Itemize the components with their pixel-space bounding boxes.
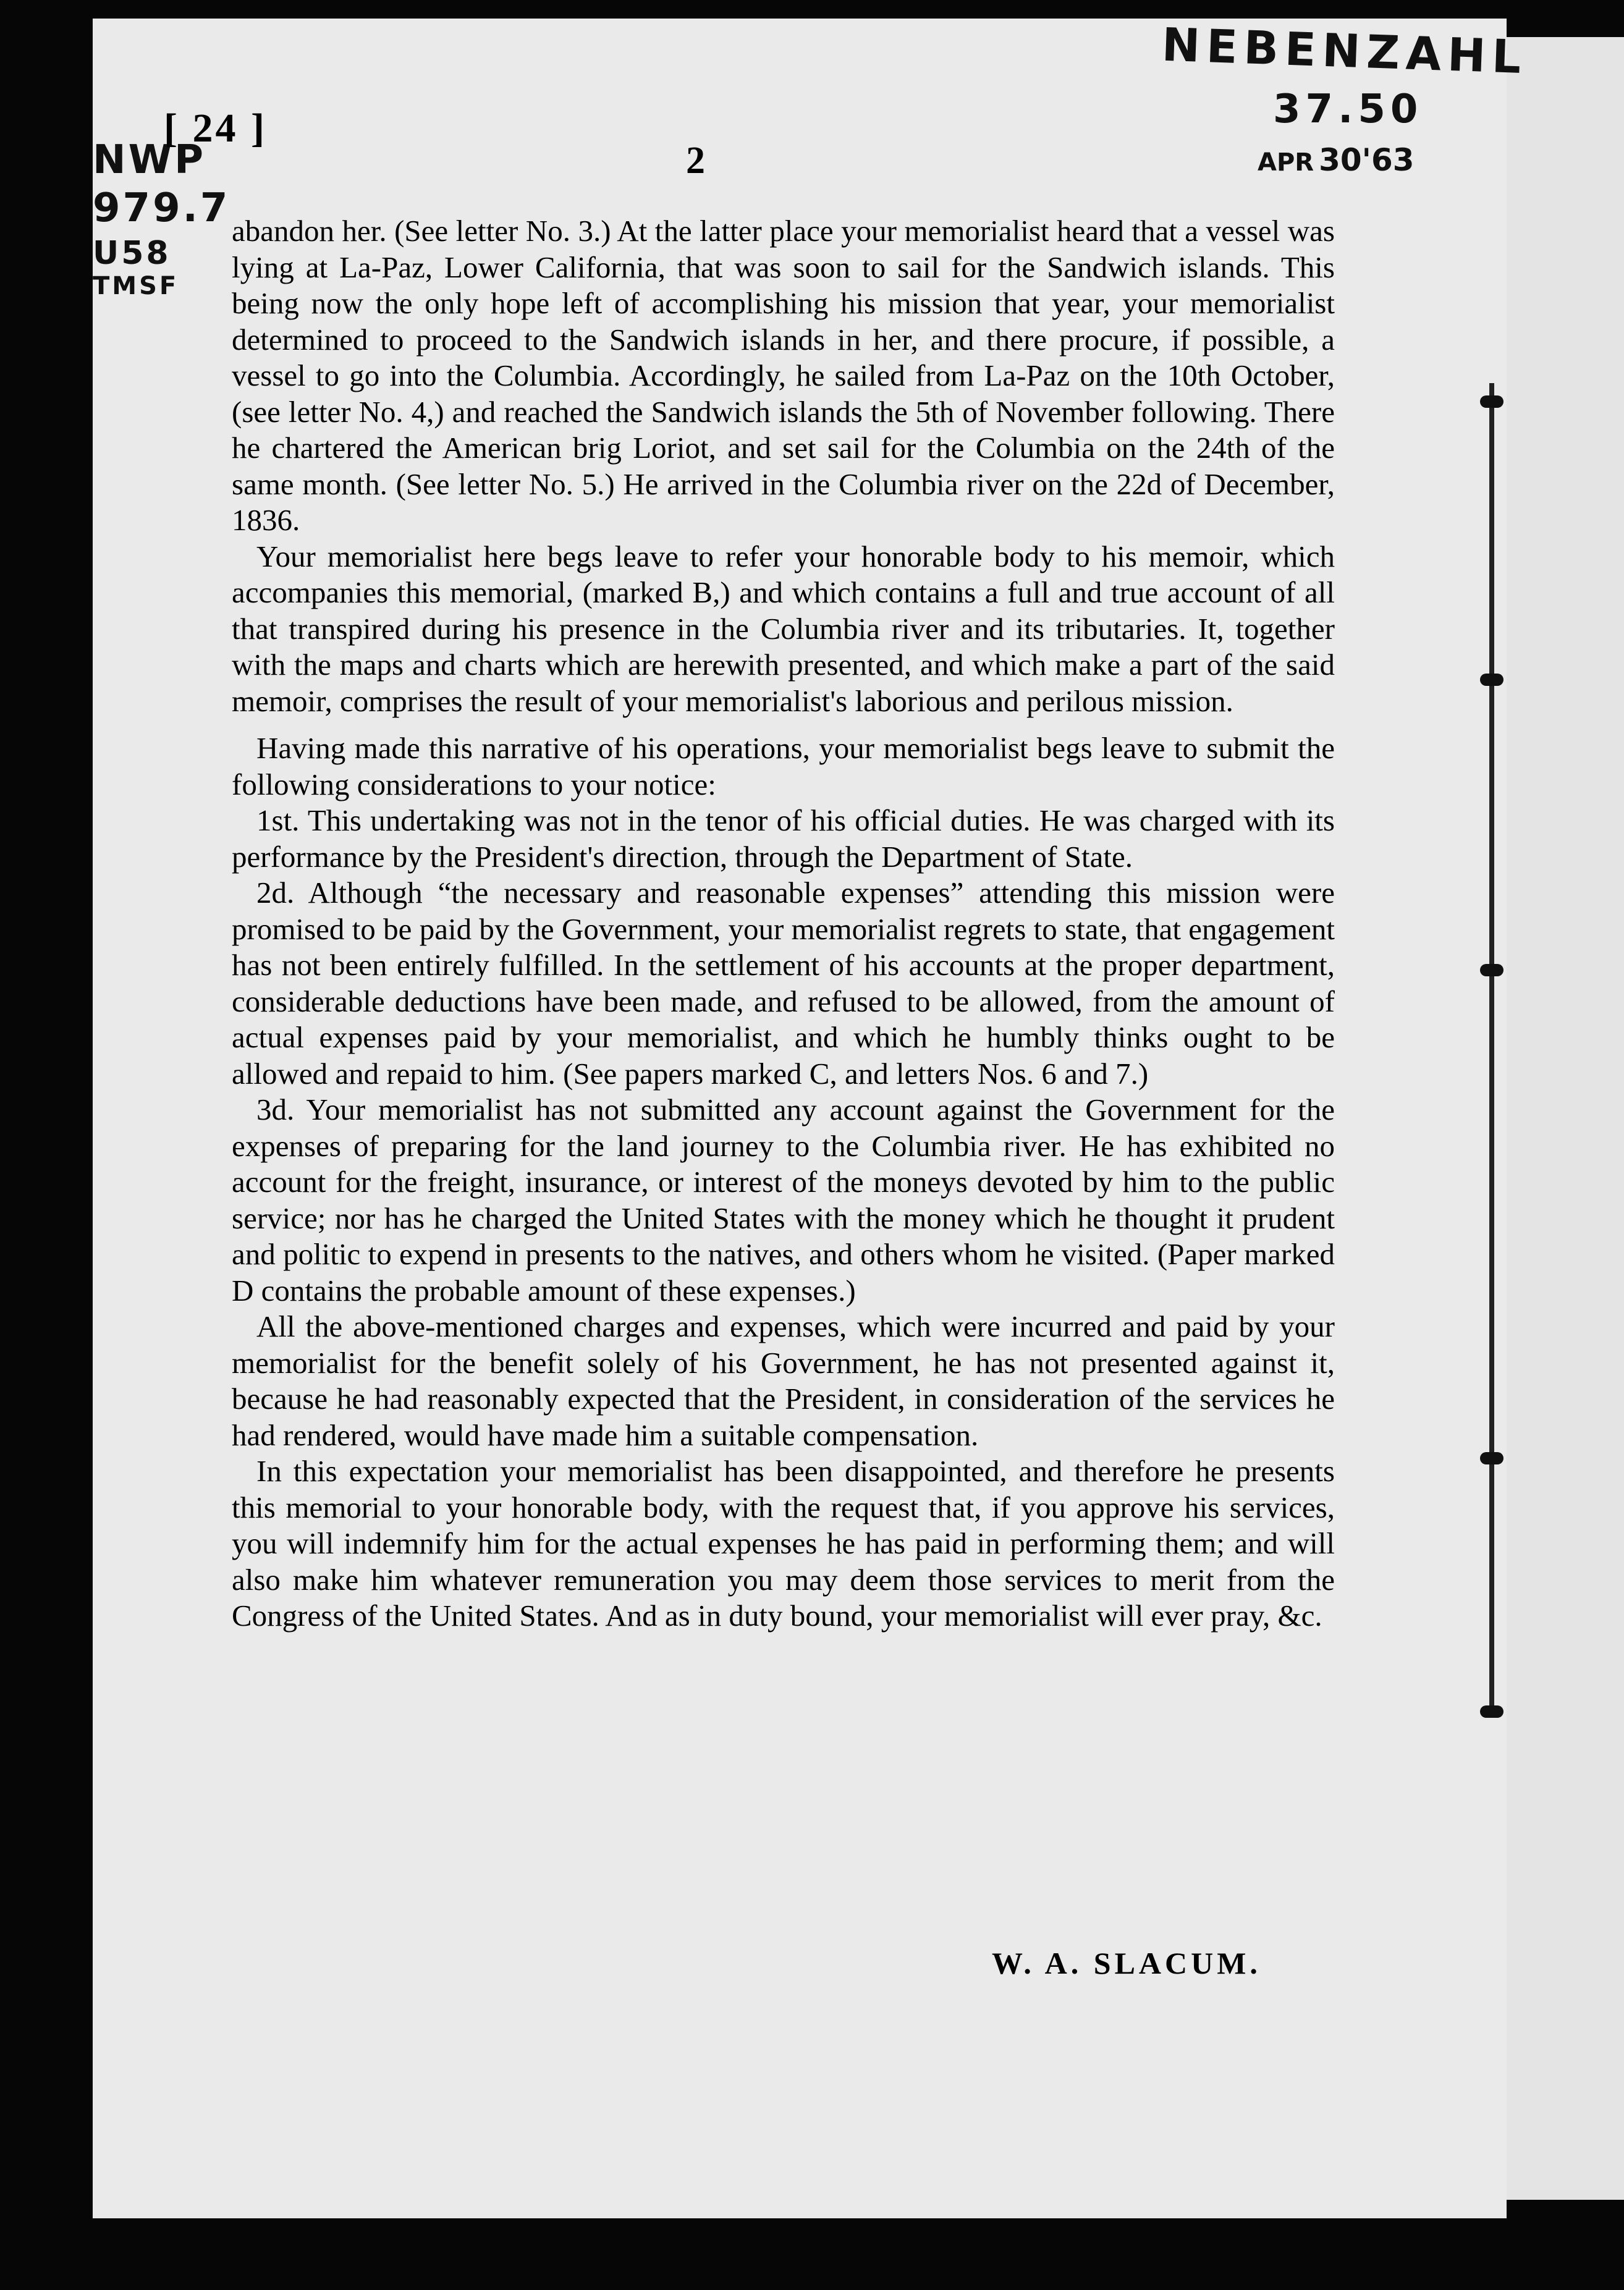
call-number-line: TMSF <box>93 272 179 300</box>
paragraph: abandon her. (See letter No. 3.) At the latter place your memorialist heard that a vessel was lying at La-Paz, Lower California, that was soon to sail for the Sandwich islands. This being now the only hope left of accomplishing his mission that year, your memorialist determined to proceed to the Sandwich islands in her, and there procure, if possible, a vessel to go into the Columbia. Accordingly, he sailed from La-Paz on the 10th October, (see letter No. 4,) and reached the Sandwich islands the 5th of November following. There he chartered the American brig Loriot, and set sail for the Columbia on the 24th of the same month. (See letter No. 5.) He arrived in the Columbia river on the 22d of December, 1836. <box>232 214 1335 537</box>
handwritten-price: 37.50 <box>1273 87 1423 132</box>
paragraph: 1st. This undertaking was not in the tenor of his official duties. He was charged with its performance by the President's direction, through the Department of State. <box>232 803 1335 874</box>
paragraph: 2d. Although “the necessary and reasonable expenses” attending this mission were promised to be paid by the Government, your memorialist regrets to state, that engagement has not been entirely fulfilled. In the settlement of his accounts at the proper department, considerable deductions have been made, and refused to be allowed, from the amount of actual expenses paid by your memorialist, and which he humbly thinks ought to be allowed and repaid to him. (See papers marked C, and letters Nos. 6 and 7.) <box>232 876 1335 1091</box>
binding-spine <box>1489 383 1494 1712</box>
stamp-month: APR <box>1258 148 1314 177</box>
paragraph: Your memorialist here begs leave to refer your honorable body to his memoir, which accompanies this memorial, (marked B,) and which contains a full and true account of all that transpired during his presence in the Columbia river and its tributaries. It, together with the maps and charts which are herewith presented, and which make a part of the said memoir, comprises the result of your memorialist's laborious and perilous mission. <box>232 539 1335 718</box>
binding-stitch <box>1480 1705 1503 1718</box>
paragraph: Having made this narrative of his operations, your memorialist begs leave to submit the following considerations to your notice: <box>232 731 1335 801</box>
binding-stitch <box>1480 395 1503 408</box>
author-signature: W. A. SLACUM. <box>992 1946 1261 1980</box>
call-number-line: 979.7 <box>93 185 230 231</box>
call-number-line: U58 <box>93 235 171 272</box>
binding-stitch <box>1480 964 1503 976</box>
stamp-day-year: 30'63 <box>1319 142 1415 178</box>
facing-page-edge <box>1507 37 1624 2200</box>
binding-stitch <box>1480 1452 1503 1464</box>
paragraph: 3d. Your memorialist has not submitted any account against the Government for the expenses of preparing for the land journey to the Columbia river. He has exhibited no account for the freight, insurance, or interest of the moneys devoted by him to the public service; nor has he charged the United States with the money which he thought it prudent and politic to expend in presents to the natives, and others whom he visited. (Paper marked D contains the probable amount of these expenses.) <box>232 1092 1335 1308</box>
memorial-text <box>232 213 1335 1634</box>
signature-mark: 2 <box>686 140 705 182</box>
page-number: [ 24 ] <box>164 106 267 151</box>
call-number-line: NWP <box>93 137 206 183</box>
handwritten-dealer-name: NEBENZAHL <box>1161 18 1528 85</box>
paragraph: In this expectation your memorialist has been disappointed, and therefore he presents this memorial to your honorable body, with the request that, if you approve his services, you will indemnify him for the actual expenses he has paid in performing them; and will also make him whatever remuneration you may deem those services to merit from the Congress of the United States. And as in duty bound, your memorialist will ever pray, &c. <box>232 1454 1335 1633</box>
binding-stitch <box>1480 674 1503 686</box>
date-stamp <box>1258 142 1415 178</box>
paragraph: All the above-mentioned charges and expenses, which were incurred and paid by your memorialist for the benefit solely of his Government, he has not presented against it, because he had reasonably expected that the President, in consideration of the services he had rendered, would have made him a suitable compensation. <box>232 1309 1335 1452</box>
